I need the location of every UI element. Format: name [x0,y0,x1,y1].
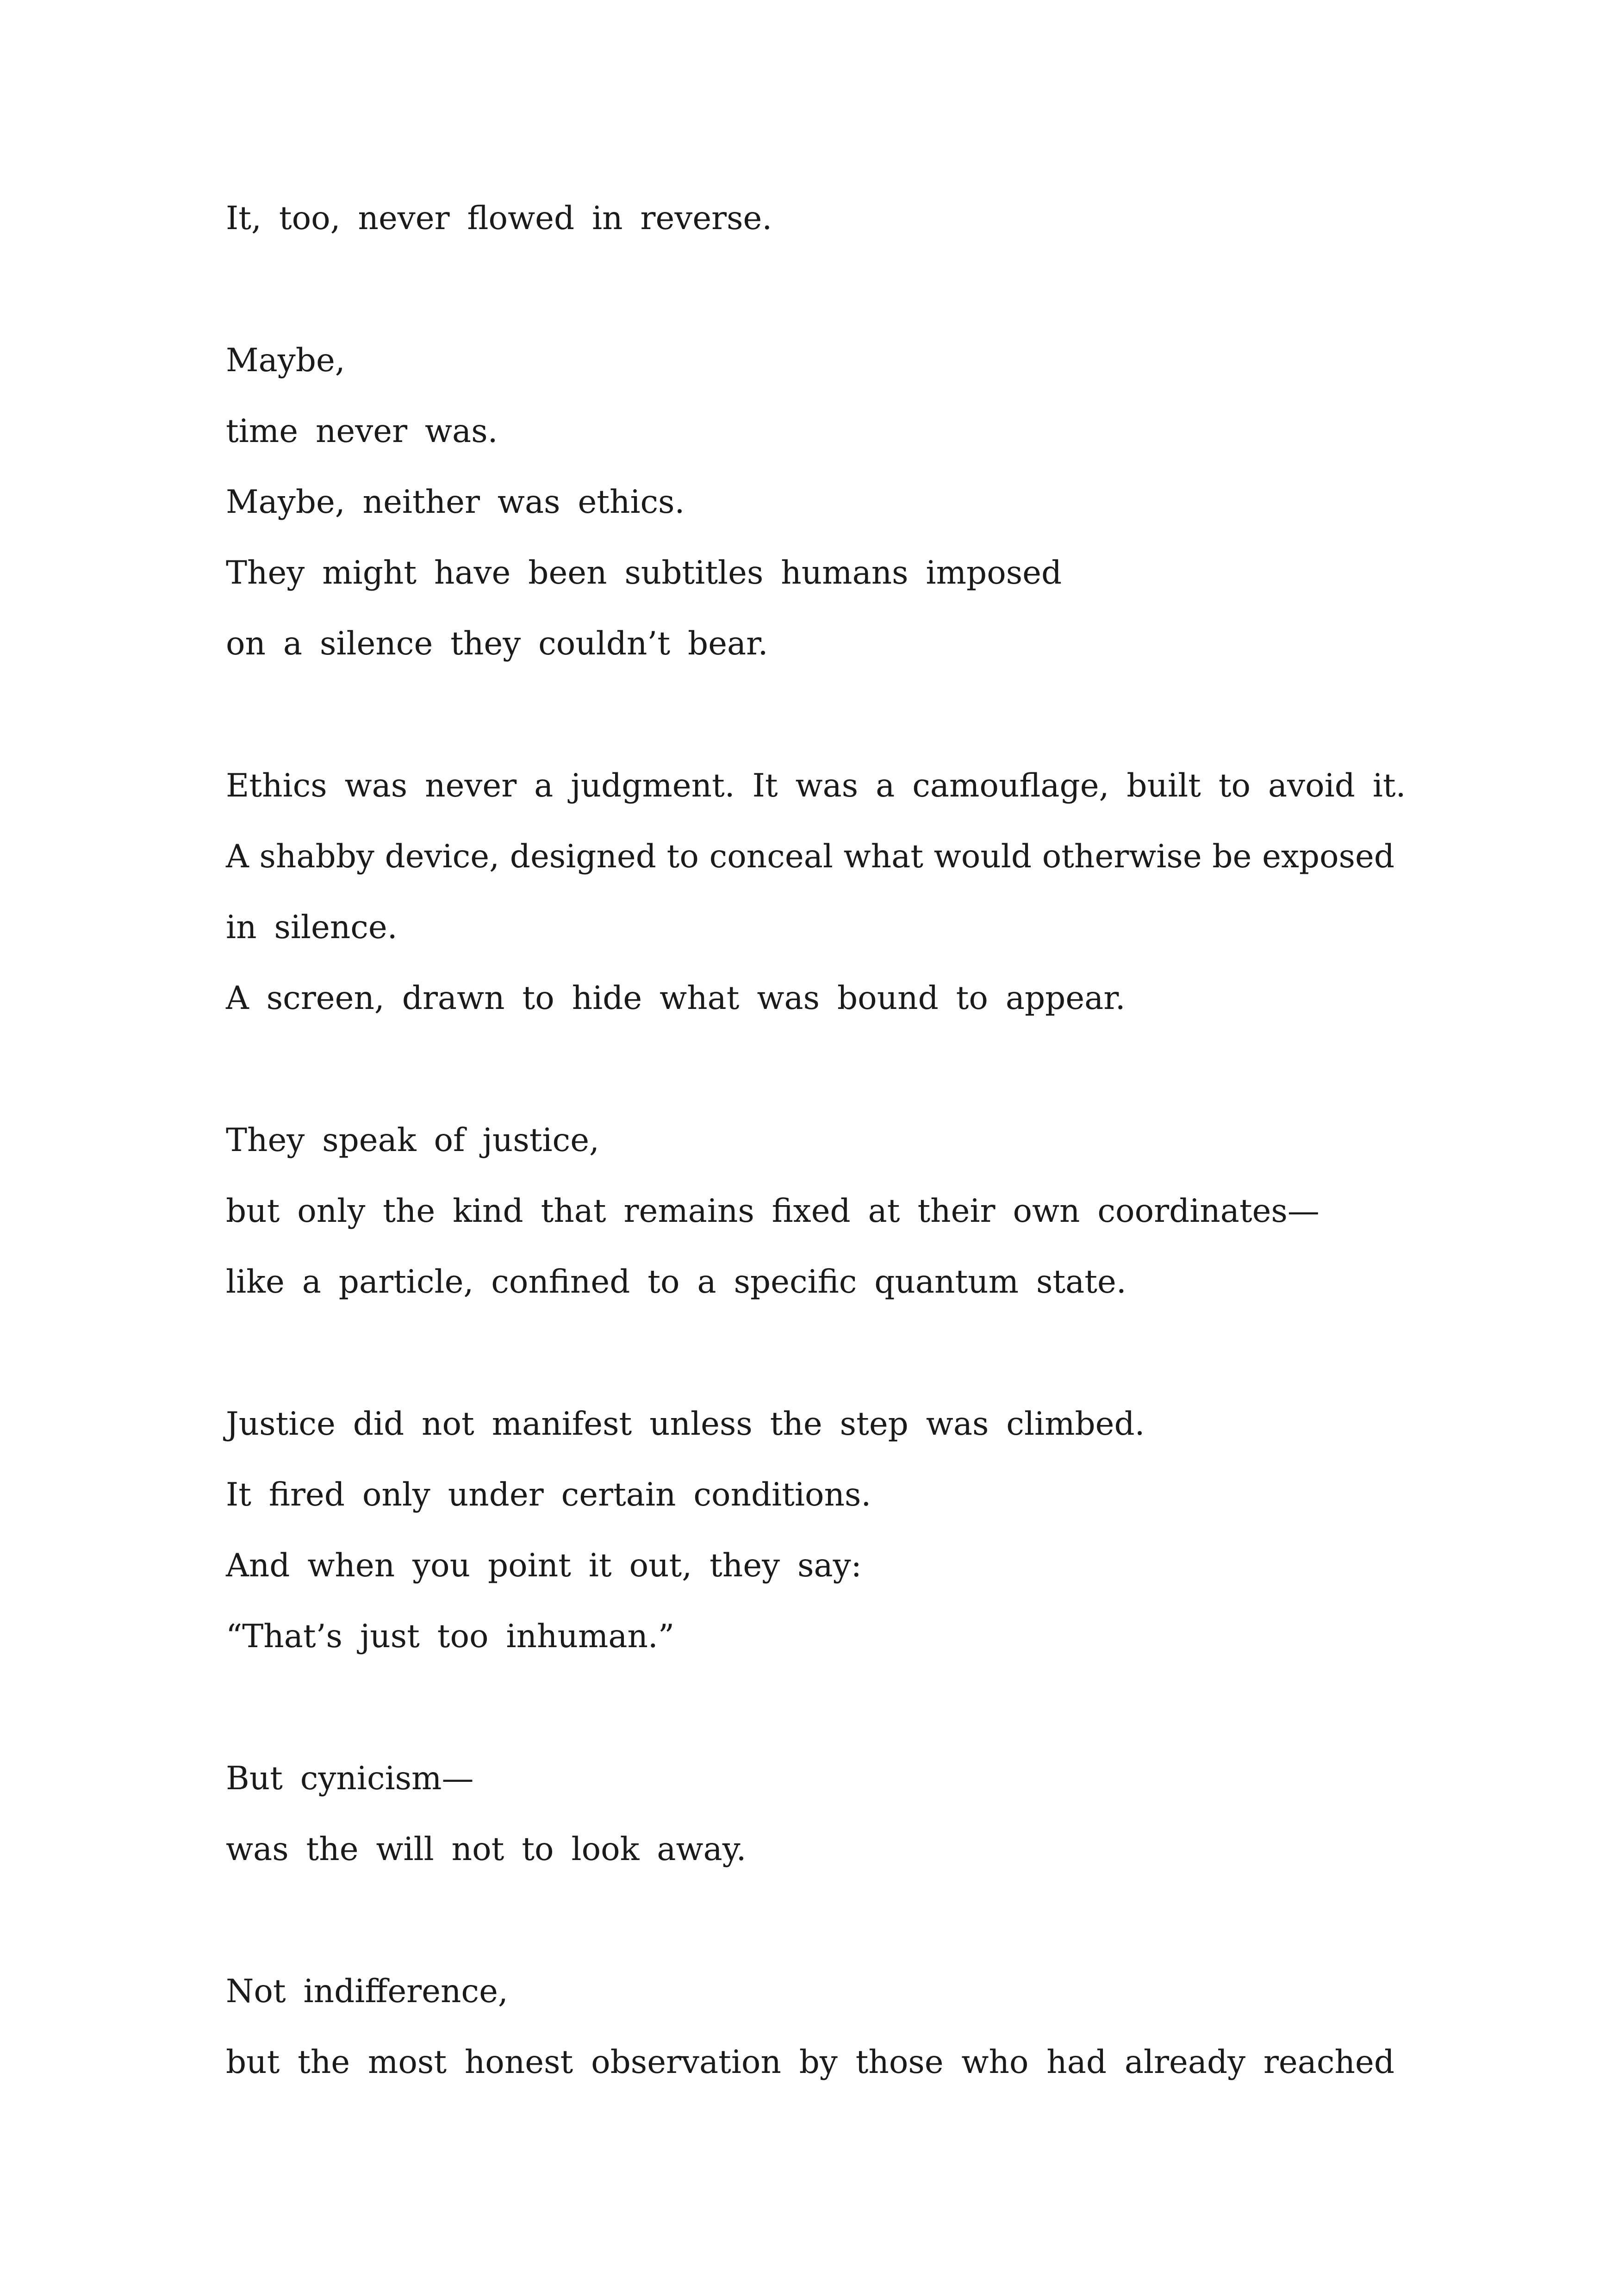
text-line: Justice did not manifest unless the step was climbed. [226,1406,1145,1443]
text-line: but only the kind that remains fixed at their own coordinates— [226,1193,1319,1230]
text-line: in silence. [226,909,398,946]
text-line: like a particle, confined to a specific quantum state. [226,1263,1126,1300]
text-line: A shabby device, designed to conceal what would otherwise be exposed [226,838,1394,875]
text-line: But cynicism— [226,1760,474,1797]
text-line: They might have been subtitles humans imposed [226,554,1062,591]
text-line: A screen, drawn to hide what was bound to appear. [226,980,1126,1017]
text-line: was the will not to look away. [226,1831,747,1868]
text-line: And when you point it out, they say: [226,1547,862,1584]
text-line: Maybe, neither was ethics. [226,484,685,521]
text-line: Maybe, [226,342,345,379]
text-line: It, too, never flowed in reverse. [226,200,772,237]
text-line: Not indifference, [226,1973,508,2010]
text-line: They speak of justice, [226,1122,599,1159]
text-line: It fired only under certain conditions. [226,1476,871,1513]
text-line: on a silence they couldn’t bear. [226,625,768,662]
text-line: “That’s just too inhuman.” [226,1618,675,1655]
text-line: time never was. [226,413,498,450]
text-line: but the most honest observation by those who had already reached [226,2044,1394,2081]
text-line: Ethics was never a judgment. It was a camouflage, built to avoid it. [226,767,1406,804]
